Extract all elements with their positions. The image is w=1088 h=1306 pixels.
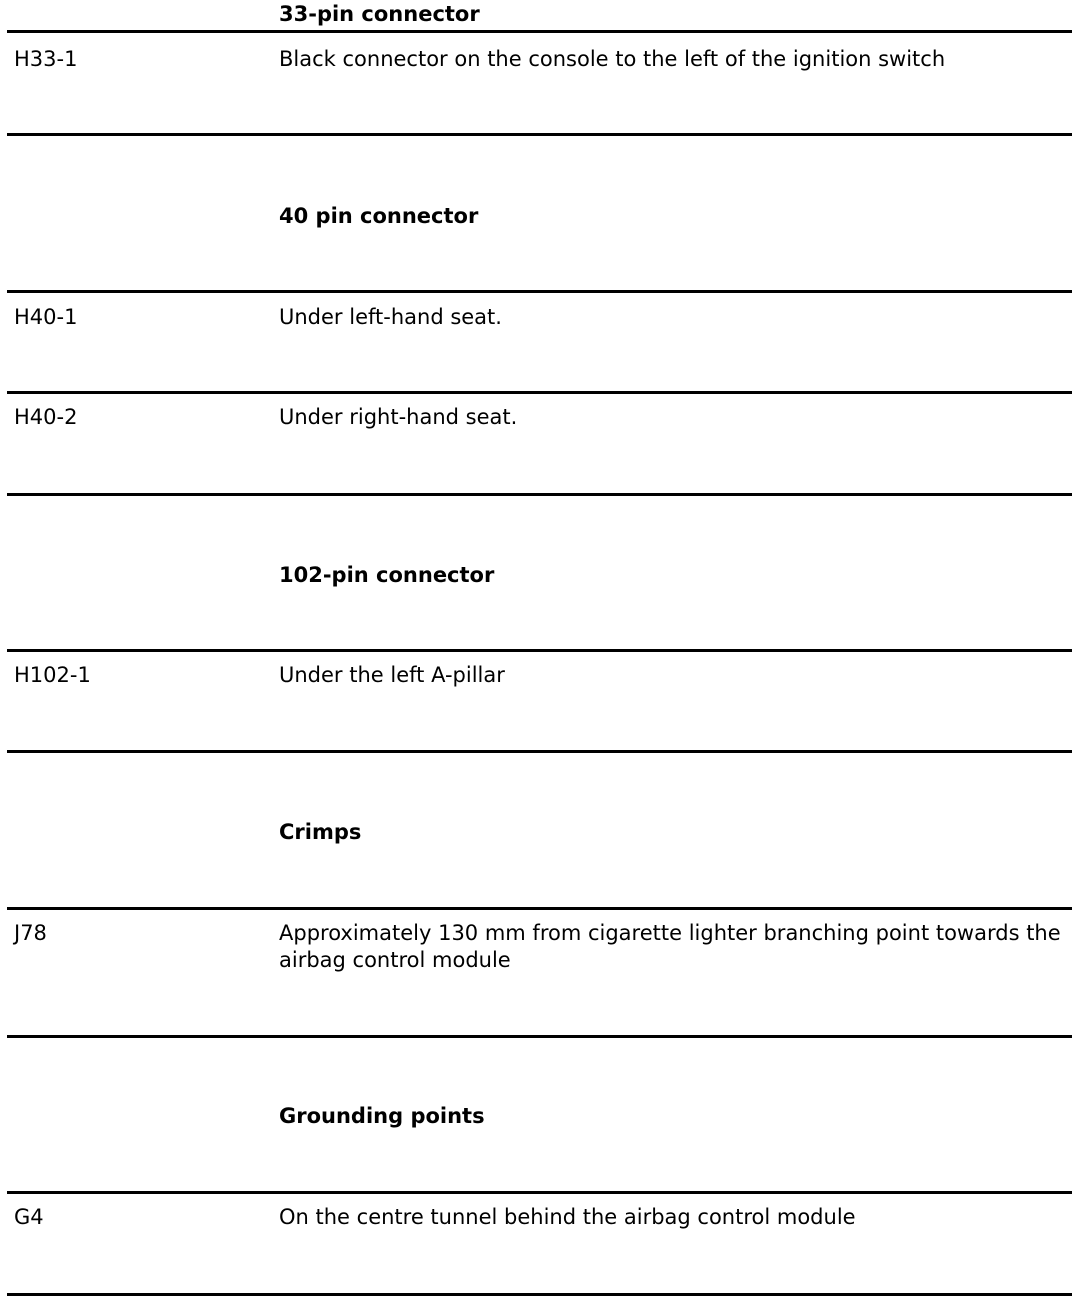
crimp-code: J78 (14, 921, 47, 945)
section-heading-grounding-points: Grounding points (279, 1104, 485, 1128)
table-divider (7, 391, 1072, 394)
location-description: Under left-hand seat. (279, 305, 502, 329)
connector-code: H33-1 (14, 47, 78, 71)
table-divider (7, 649, 1072, 652)
table-divider (7, 290, 1072, 293)
table-divider (7, 1191, 1072, 1194)
table-divider (7, 907, 1072, 910)
table-divider (7, 30, 1072, 33)
table-divider (7, 493, 1072, 496)
section-heading-33-pin: 33-pin connector (279, 2, 480, 26)
location-description: On the centre tunnel behind the airbag control module (279, 1205, 856, 1229)
table-divider (7, 1293, 1072, 1296)
section-heading-crimps: Crimps (279, 820, 362, 844)
table-divider (7, 133, 1072, 136)
location-description: Approximately 130 mm from cigarette lighter branching point towards the airbag control module (279, 921, 1061, 972)
connector-code: H102-1 (14, 663, 91, 687)
section-heading-40-pin: 40 pin connector (279, 204, 479, 228)
table-divider (7, 750, 1072, 753)
connector-code: H40-2 (14, 405, 78, 429)
grounding-code: G4 (14, 1205, 44, 1229)
location-description: Under the left A-pillar (279, 663, 505, 687)
location-description: Under right-hand seat. (279, 405, 518, 429)
connector-code: H40-1 (14, 305, 78, 329)
table-divider (7, 1035, 1072, 1038)
section-heading-102-pin: 102-pin connector (279, 563, 495, 587)
location-description: Black connector on the console to the left of the ignition switch (279, 47, 946, 71)
